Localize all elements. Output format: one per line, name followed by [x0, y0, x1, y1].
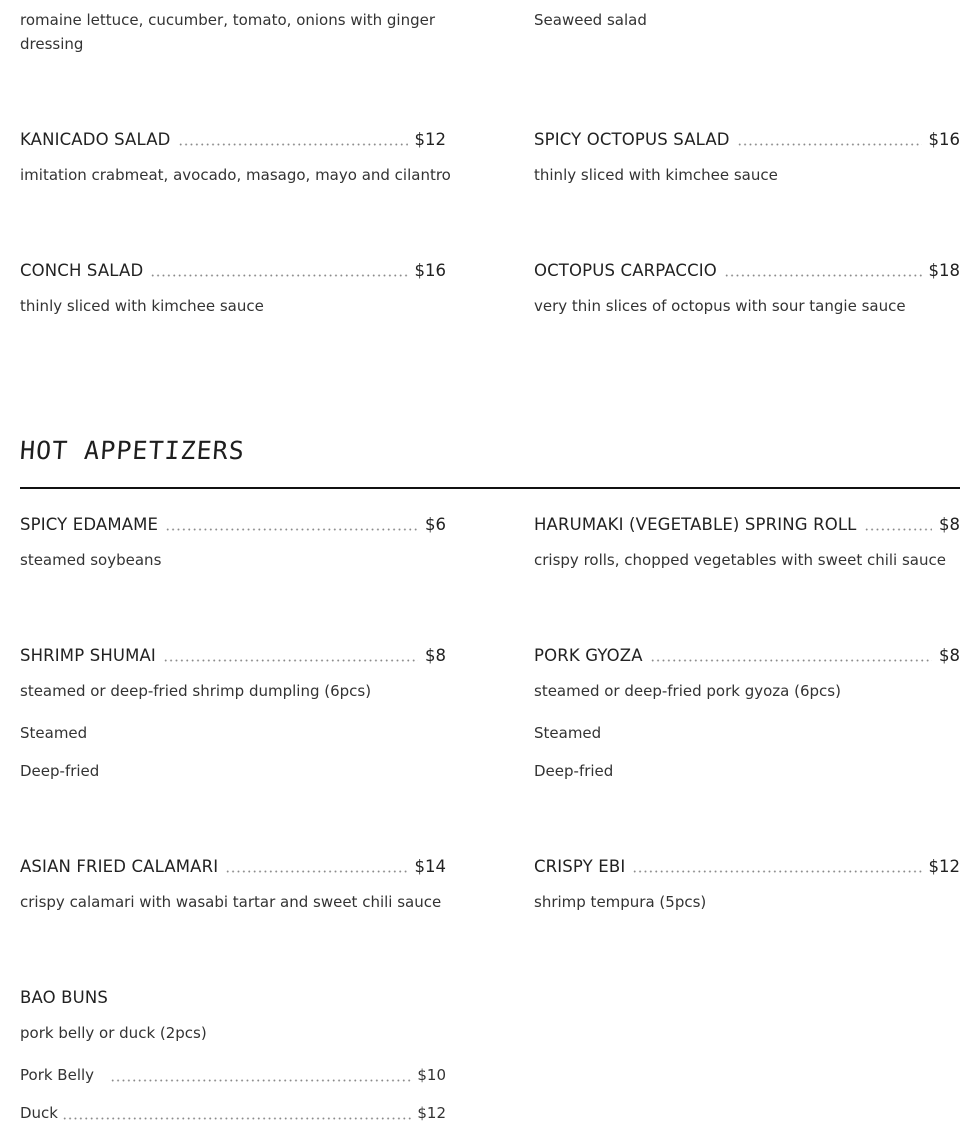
item-price: $16: [928, 129, 960, 149]
item-name: ASIAN FRIED CALAMARI: [20, 856, 219, 876]
item-option-steamed: Steamed: [20, 724, 88, 742]
dot-leader: [650, 646, 932, 664]
item-name: CRISPY EBI: [534, 856, 626, 876]
item-name: SPICY OCTOPUS SALAD: [534, 129, 730, 149]
item-price: $8: [939, 645, 960, 665]
dot-leader: [110, 1066, 413, 1084]
item-price: $6: [425, 514, 446, 534]
dot-leader: [225, 857, 407, 875]
item-description: shrimp tempura (5pcs): [534, 893, 707, 911]
item-description: pork belly or duck (2pcs): [20, 1024, 207, 1042]
option-name: Duck: [20, 1104, 58, 1122]
item-name: HARUMAKI (VEGETABLE) SPRING ROLL: [534, 514, 857, 534]
item-description: steamed soybeans: [20, 551, 162, 569]
option-name: Pork Belly: [20, 1066, 95, 1084]
dot-leader: [178, 130, 408, 148]
item-description: very thin slices of octopus with sour tangie sauce: [534, 297, 906, 315]
item-price: $18: [928, 260, 960, 280]
dot-leader: [864, 515, 932, 533]
dot-leader: [165, 515, 418, 533]
option-price: $12: [417, 1104, 446, 1122]
item-option-deep-fried: Deep-fried: [20, 762, 100, 780]
item-name: SPICY EDAMAME: [20, 514, 159, 534]
item-name: CONCH SALAD: [20, 260, 144, 280]
item-description: thinly sliced with kimchee sauce: [20, 297, 264, 315]
section-divider: [20, 487, 960, 489]
salad-description: romaine lettuce, cucumber, tomato, onions with ginger dressing: [20, 11, 436, 53]
dot-leader: [150, 261, 407, 279]
item-option-pork-belly: [20, 1064, 446, 1086]
item-description: steamed or deep-fried shrimp dumpling (6pcs): [20, 682, 372, 700]
item-description: imitation crabmeat, avocado, masago, mayo and cilantro: [20, 166, 451, 184]
item-price: $12: [414, 129, 446, 149]
item-option-duck: [20, 1102, 446, 1124]
item-price: $16: [414, 260, 446, 280]
dot-leader: [163, 646, 418, 664]
section-title: HOT APPETIZERS: [18, 436, 246, 465]
item-name: KANICADO SALAD: [20, 129, 171, 149]
item-description: crispy calamari with wasabi tartar and sweet chili sauce: [20, 893, 442, 911]
item-name: OCTOPUS CARPACCIO: [534, 260, 717, 280]
item-price: $8: [939, 514, 960, 534]
item-name: BAO BUNS: [20, 987, 108, 1007]
item-price: $14: [414, 856, 446, 876]
item-option-steamed: Steamed: [534, 724, 602, 742]
item-name: SHRIMP SHUMAI: [20, 645, 156, 665]
option-price: $10: [417, 1066, 446, 1084]
item-price: $12: [928, 856, 960, 876]
dot-leader: [737, 130, 922, 148]
salad-description: Seaweed salad: [534, 11, 647, 29]
dot-leader: [62, 1104, 413, 1122]
dot-leader: [724, 261, 922, 279]
dot-leader: [632, 857, 921, 875]
item-description: steamed or deep-fried pork gyoza (6pcs): [534, 682, 841, 700]
item-description: crispy rolls, chopped vegetables with sweet chili sauce: [534, 551, 946, 569]
item-option-deep-fried: Deep-fried: [534, 762, 614, 780]
item-description: thinly sliced with kimchee sauce: [534, 166, 778, 184]
item-price: $8: [425, 645, 446, 665]
item-name: PORK GYOZA: [534, 645, 643, 665]
